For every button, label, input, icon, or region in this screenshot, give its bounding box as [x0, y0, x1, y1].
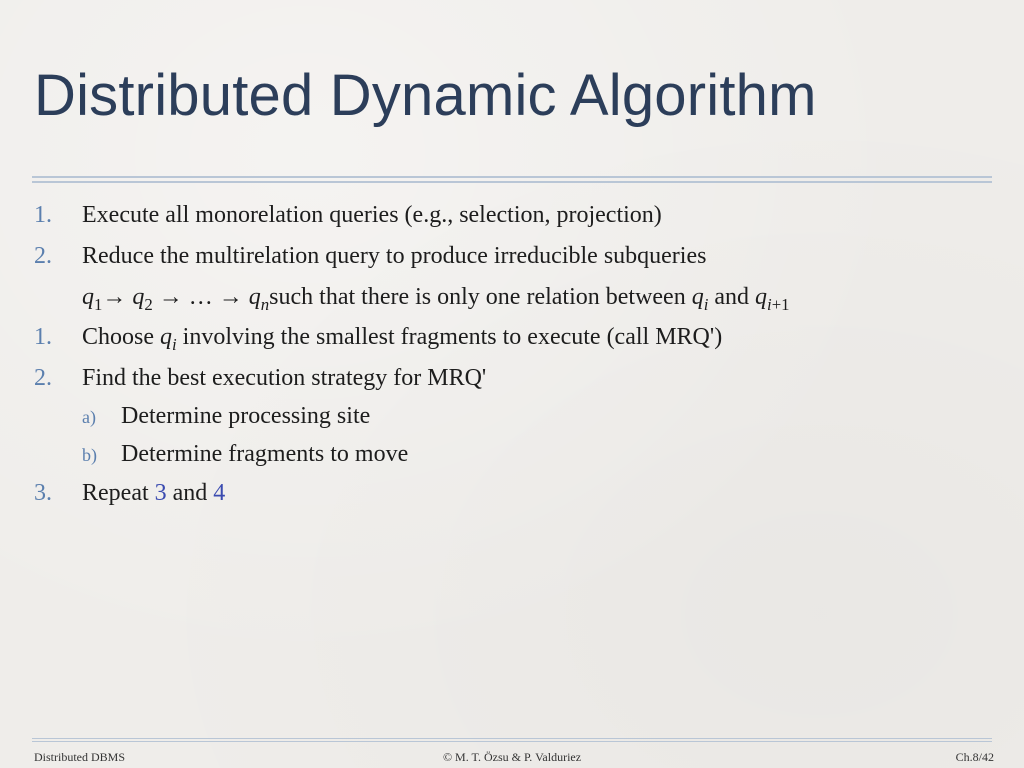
var-q: q: [248, 284, 261, 310]
subscript-plus: +1: [771, 294, 790, 314]
subscript: i: [703, 294, 709, 314]
var-q: q: [691, 284, 704, 310]
var-q: q: [160, 324, 172, 350]
footer-divider-top: [32, 738, 992, 739]
item-text: Execute all monorelation queries (e.g., selection, projection): [82, 202, 662, 228]
item-number: 3.: [34, 480, 52, 506]
continuation-text: such that there is only one relation between: [269, 284, 692, 310]
subitem-letter: b): [82, 445, 97, 465]
subitem-text: Determine processing site: [121, 403, 371, 429]
item-text-part: Choose: [82, 324, 160, 350]
var-q: q: [132, 284, 145, 310]
item-continuation: [82, 284, 790, 314]
subscript: 1: [94, 294, 103, 314]
subscript: n: [260, 294, 270, 314]
footer-course: Distributed DBMS: [34, 750, 126, 764]
arrow-icon: →: [158, 284, 183, 310]
subscript: 2: [144, 294, 153, 314]
ellipsis: …: [188, 284, 213, 310]
footer-divider-bottom: [32, 741, 992, 742]
item-text-part: and: [166, 480, 214, 506]
subitem-text: Determine fragments to move: [121, 441, 409, 467]
footer-copyright: © M. T. Özsu & P. Valduriez: [442, 750, 582, 764]
var-q: q: [755, 284, 768, 310]
arrow-icon: →: [218, 284, 243, 310]
item-text: [82, 480, 225, 507]
footer-page-number: Ch.8/42: [955, 750, 994, 764]
item-text: Reduce the multirelation query to produce irreducible subqueries: [82, 243, 707, 269]
item-number: 1.: [34, 324, 52, 350]
item-reference-link[interactable]: 3: [154, 480, 167, 506]
item-number: 2.: [34, 365, 52, 391]
subscript: i: [767, 294, 772, 314]
item-text-part: Repeat: [82, 480, 155, 506]
arrow-icon: →: [102, 284, 127, 310]
subitem-letter: a): [82, 407, 96, 427]
var-q: q: [82, 284, 94, 310]
item-number: 2.: [34, 243, 52, 269]
title-divider-bottom: [32, 181, 992, 183]
item-text: [82, 324, 723, 354]
slide-title: Distributed Dynamic Algorithm: [34, 63, 817, 128]
item-reference-link[interactable]: 4: [213, 480, 226, 506]
item-number: 1.: [34, 202, 52, 228]
title-divider-top: [32, 176, 992, 178]
item-text: Find the best execution strategy for MRQ': [82, 365, 487, 391]
continuation-and: and: [708, 284, 756, 310]
subscript: i: [172, 334, 177, 354]
item-text-part: involving the smallest fragments to execute (call MRQ'): [176, 324, 723, 350]
